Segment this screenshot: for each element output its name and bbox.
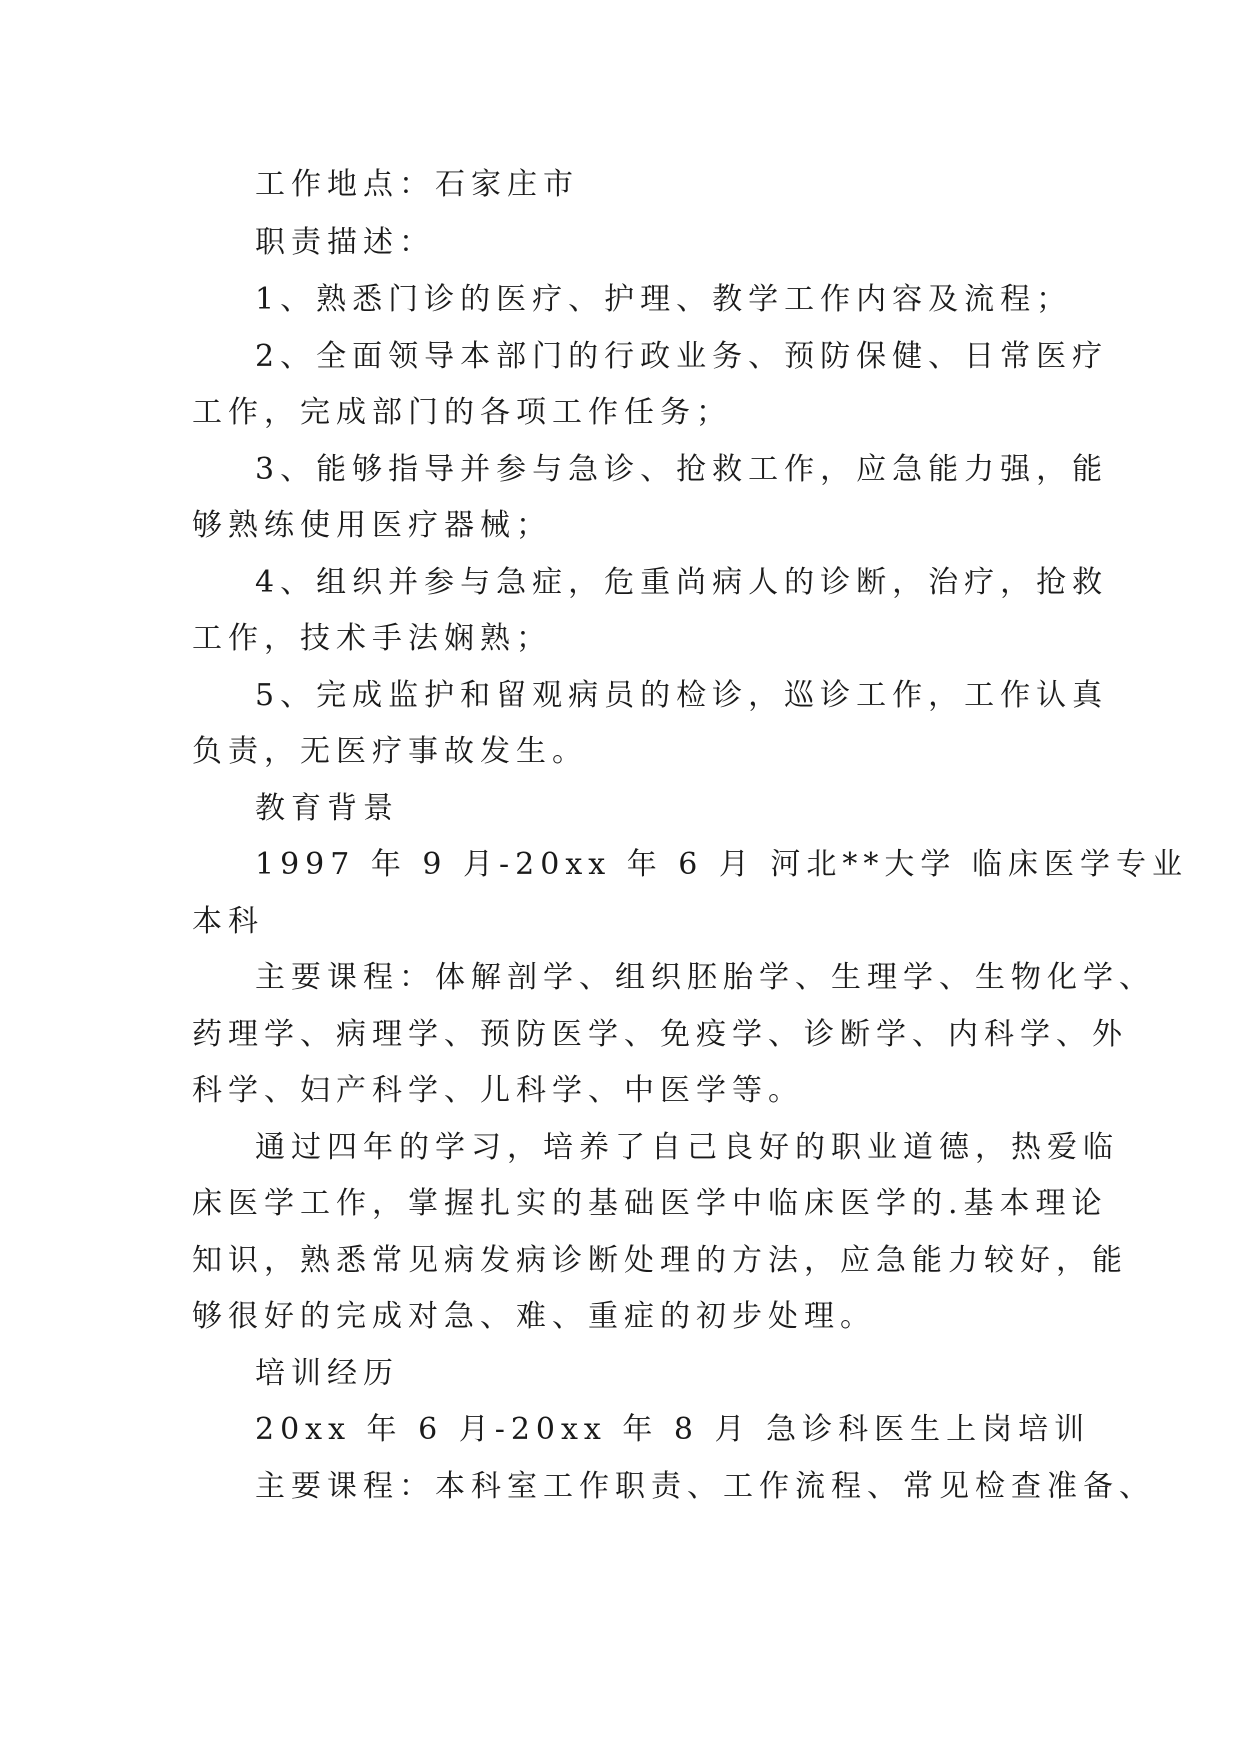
education-summary-line-3: 知识，熟悉常见病发病诊断处理的方法，应急能力较好，能 <box>192 1243 1128 1278</box>
duty-item-5-line-2: 负责，无医疗事故发生。 <box>192 734 588 769</box>
education-entry-line-2: 本科 <box>192 904 264 939</box>
work-location-line: 工作地点：石家庄市 <box>255 167 579 202</box>
training-courses-line-1: 主要课程：本科室工作职责、工作流程、常见检查准备、 <box>255 1469 1155 1504</box>
education-courses-line-1: 主要课程：体解剖学、组织胚胎学、生理学、生物化学、 <box>255 960 1155 995</box>
duty-item-4-line-2: 工作，技术手法娴熟； <box>192 621 552 656</box>
duty-item-2-line-1: 2、全面领导本部门的行政业务、预防保健、日常医疗 <box>255 339 1109 374</box>
duty-item-1: 1、熟悉门诊的医疗、护理、教学工作内容及流程； <box>255 282 1073 317</box>
education-heading: 教育背景 <box>255 791 399 826</box>
training-heading: 培训经历 <box>255 1356 399 1391</box>
education-courses-line-3: 科学、妇产科学、儿科学、中医学等。 <box>192 1073 804 1108</box>
education-courses-line-2: 药理学、病理学、预防医学、免疫学、诊断学、内科学、外 <box>192 1017 1128 1052</box>
education-summary-line-1: 通过四年的学习，培养了自己良好的职业道德，热爱临 <box>255 1130 1119 1165</box>
education-summary-line-4: 够很好的完成对急、难、重症的初步处理。 <box>192 1299 876 1334</box>
education-summary-line-2: 床医学工作，掌握扎实的基础医学中临床医学的.基本理论 <box>192 1186 1108 1221</box>
duty-item-2-line-2: 工作，完成部门的各项工作任务； <box>192 395 732 430</box>
duty-heading: 职责描述： <box>255 225 435 260</box>
education-entry-line-1: 1997 年 9 月-20xx 年 6 月 河北**大学 临床医学专业 <box>255 847 1188 882</box>
duty-item-3-line-2: 够熟练使用医疗器械； <box>192 508 552 543</box>
training-entry: 20xx 年 6 月-20xx 年 8 月 急诊科医生上岗培训 <box>255 1412 1091 1447</box>
duty-item-5-line-1: 5、完成监护和留观病员的检诊，巡诊工作，工作认真 <box>255 678 1109 713</box>
duty-item-3-line-1: 3、能够指导并参与急诊、抢救工作，应急能力强，能 <box>255 452 1109 487</box>
duty-item-4-line-1: 4、组织并参与急症，危重尚病人的诊断，治疗，抢救 <box>255 565 1109 600</box>
